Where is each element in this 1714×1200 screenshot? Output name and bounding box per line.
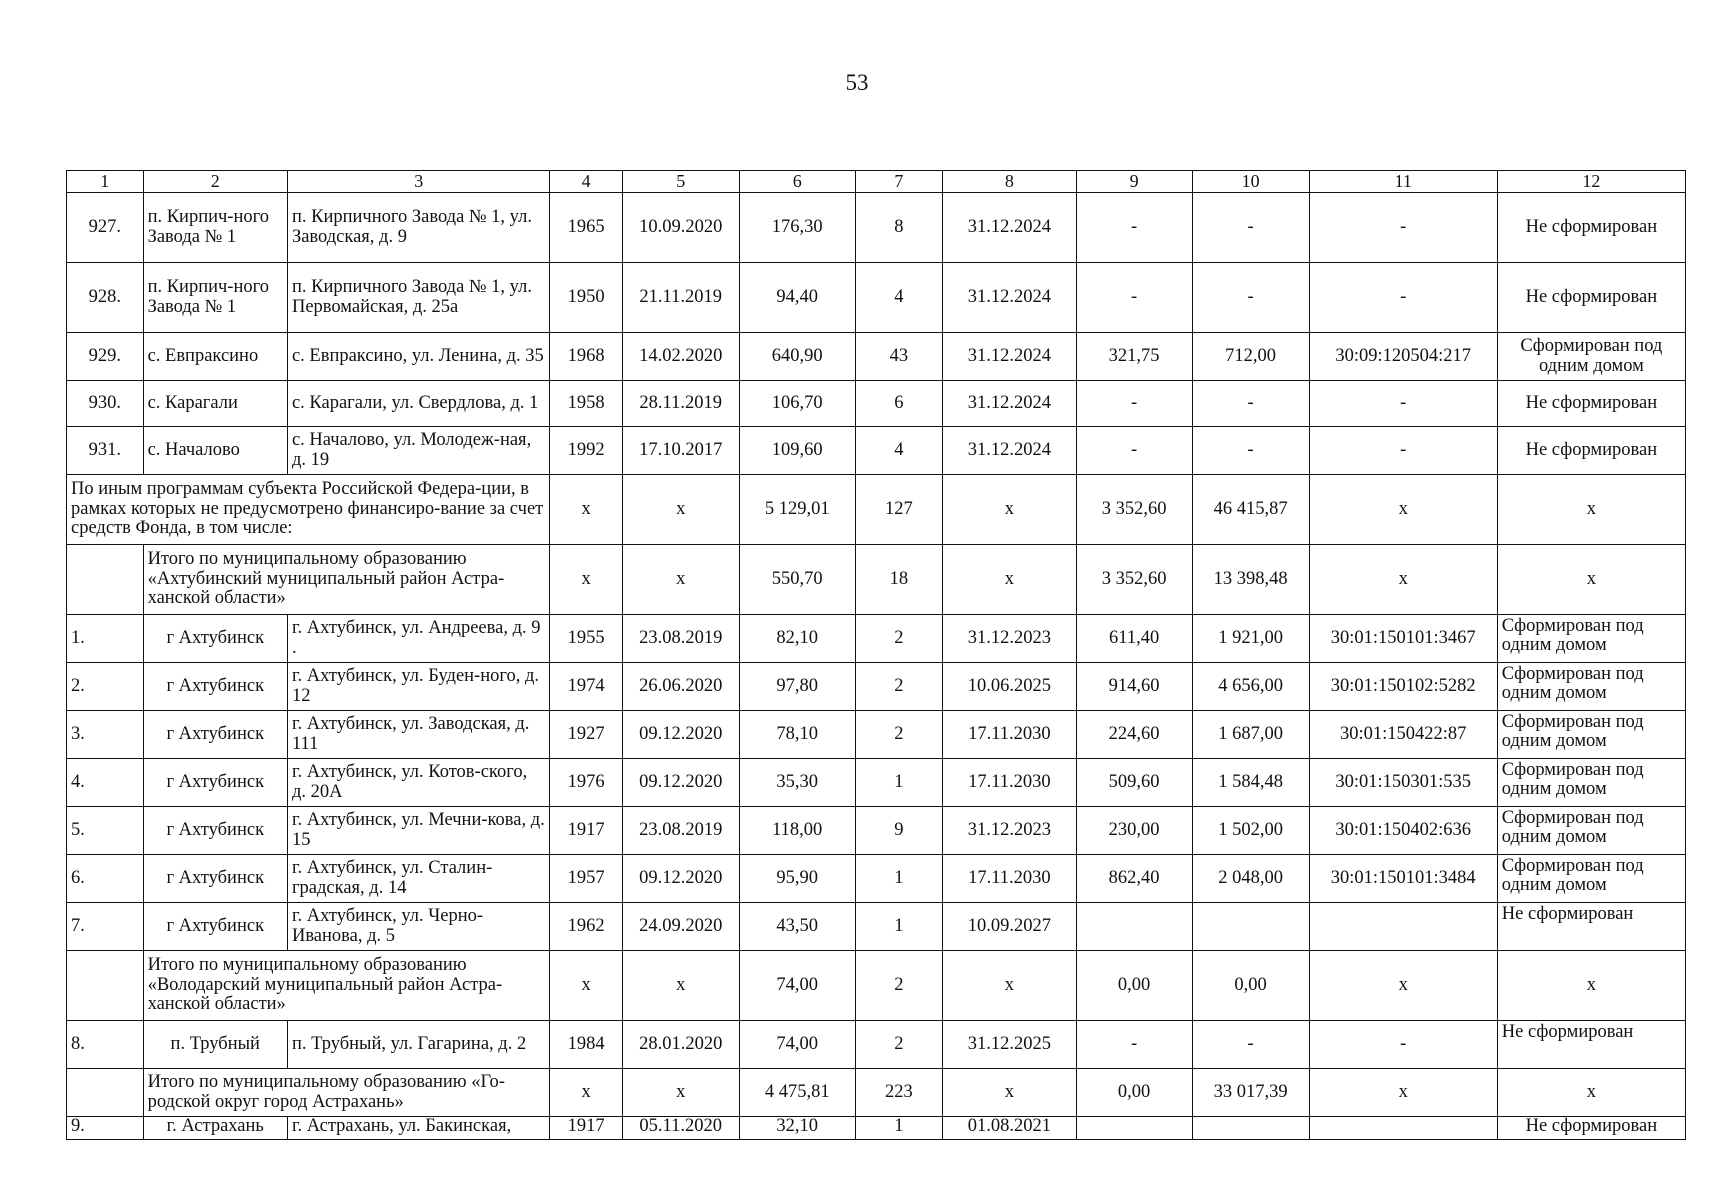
- cell-residents: 2: [855, 663, 943, 711]
- cell-year: 1968: [550, 333, 622, 381]
- subtotal-residents: 223: [855, 1069, 943, 1117]
- cell-resettlement-deadline: 31.12.2023: [943, 615, 1076, 663]
- cell-address: с. Карагали, ул. Свердлова, д. 1: [287, 381, 550, 427]
- cell-address: с. Евпраксино, ул. Ленина, д. 35: [287, 333, 550, 381]
- cell-land-plot-area: [1076, 1117, 1192, 1140]
- subtotal-year: x: [550, 951, 622, 1021]
- cell-residents: 1: [855, 759, 943, 807]
- summary-cadastral-value: 46 415,87: [1192, 475, 1309, 545]
- subtotal-resettlement-deadline: x: [943, 1069, 1076, 1117]
- cell-year: 1958: [550, 381, 622, 427]
- summary-row: [67, 545, 1686, 615]
- table-row: [67, 427, 1686, 475]
- subtotal-land-plot-area: 0,00: [1076, 951, 1192, 1021]
- cell-area: 35,30: [739, 759, 855, 807]
- summary-row: [67, 475, 1686, 545]
- subtotal-cadastral-value: 33 017,39: [1192, 1069, 1309, 1117]
- cell-date-recognized: 10.09.2020: [622, 193, 739, 263]
- cell-year: 1974: [550, 663, 622, 711]
- cell-address: с. Началово, ул. Молодеж-ная, д. 19: [287, 427, 550, 475]
- cell-year: 1976: [550, 759, 622, 807]
- cell-date-recognized: 05.11.2020: [622, 1117, 739, 1140]
- row-number: [67, 1069, 144, 1117]
- cell-date-recognized: 17.10.2017: [622, 427, 739, 475]
- cell-land-plot-area: -: [1076, 193, 1192, 263]
- subtotal-cadastral-value: 0,00: [1192, 951, 1309, 1021]
- cell-land-plot-status: Сформирован под одним домом: [1497, 855, 1685, 903]
- subtotal-residents: 18: [855, 545, 943, 615]
- cell-cadastral-number: -: [1309, 263, 1497, 333]
- cell-resettlement-deadline: 31.12.2024: [943, 193, 1076, 263]
- cell-row-number: 927.: [67, 193, 144, 263]
- cell-address: г. Ахтубинск, ул. Сталин-градская, д. 14: [287, 855, 550, 903]
- cell-land-plot-area: [1076, 903, 1192, 951]
- cell-cadastral-number: 30:01:150402:636: [1309, 807, 1497, 855]
- cell-address: г. Ахтубинск, ул. Котов-ского, д. 20А: [287, 759, 550, 807]
- subtotal-date-recognized: x: [622, 545, 739, 615]
- column-header: 9: [1076, 171, 1192, 193]
- cell-residents: 4: [855, 427, 943, 475]
- cell-area: 94,40: [739, 263, 855, 333]
- summary-cadastral-number: x: [1309, 475, 1497, 545]
- cell-date-recognized: 21.11.2019: [622, 263, 739, 333]
- cell-land-plot-status: Сформирован под одним домом: [1497, 615, 1685, 663]
- cell-resettlement-deadline: 31.12.2025: [943, 1021, 1076, 1069]
- cell-cadastral-value: 1 584,48: [1192, 759, 1309, 807]
- cell-row-number: 931.: [67, 427, 144, 475]
- table-row: [67, 333, 1686, 381]
- cell-resettlement-deadline: 31.12.2024: [943, 263, 1076, 333]
- cell-land-plot-area: 611,40: [1076, 615, 1192, 663]
- summary-row: [67, 1069, 1686, 1117]
- cell-area: 97,80: [739, 663, 855, 711]
- subtotal-land-plot-status: x: [1497, 545, 1685, 615]
- cell-date-recognized: 14.02.2020: [622, 333, 739, 381]
- column-header: 7: [855, 171, 943, 193]
- cell-land-plot-status: Не сформирован: [1497, 1021, 1685, 1069]
- subtotal-land-plot-status: x: [1497, 1069, 1685, 1117]
- cell-row-number: 1.: [67, 615, 144, 663]
- cell-settlement: с. Евпраксино: [143, 333, 287, 381]
- table-row: [67, 663, 1686, 711]
- table-row: [67, 807, 1686, 855]
- cell-resettlement-deadline: 10.09.2027: [943, 903, 1076, 951]
- cell-cadastral-number: -: [1309, 1021, 1497, 1069]
- column-header: 4: [550, 171, 622, 193]
- column-number-row: [67, 171, 1686, 193]
- subtotal-land-plot-status: x: [1497, 951, 1685, 1021]
- cell-resettlement-deadline: 31.12.2023: [943, 807, 1076, 855]
- subtotal-area: 74,00: [739, 951, 855, 1021]
- cell-date-recognized: 09.12.2020: [622, 711, 739, 759]
- cell-resettlement-deadline: 31.12.2024: [943, 427, 1076, 475]
- column-header: 11: [1309, 171, 1497, 193]
- cell-row-number: 3.: [67, 711, 144, 759]
- cell-land-plot-status: Не сформирован: [1497, 427, 1685, 475]
- cell-residents: 1: [855, 1117, 943, 1140]
- column-header: 2: [143, 171, 287, 193]
- cell-residents: 2: [855, 615, 943, 663]
- cell-cadastral-number: 30:01:150422:87: [1309, 711, 1497, 759]
- cell-residents: 43: [855, 333, 943, 381]
- cell-row-number: 930.: [67, 381, 144, 427]
- cell-land-plot-area: 230,00: [1076, 807, 1192, 855]
- cell-settlement: г Ахтубинск: [143, 615, 287, 663]
- cell-cadastral-value: -: [1192, 263, 1309, 333]
- cell-area: 43,50: [739, 903, 855, 951]
- cell-cadastral-number: 30:09:120504:217: [1309, 333, 1497, 381]
- cell-land-plot-area: 321,75: [1076, 333, 1192, 381]
- cell-resettlement-deadline: 17.11.2030: [943, 759, 1076, 807]
- cell-cadastral-value: -: [1192, 427, 1309, 475]
- cell-cadastral-value: 2 048,00: [1192, 855, 1309, 903]
- summary-year: x: [550, 475, 622, 545]
- subtotal-resettlement-deadline: x: [943, 951, 1076, 1021]
- cell-land-plot-status: Не сформирован: [1497, 381, 1685, 427]
- cell-land-plot-area: 862,40: [1076, 855, 1192, 903]
- cell-land-plot-status: Сформирован под одним домом: [1497, 333, 1685, 381]
- cell-year: 1955: [550, 615, 622, 663]
- cell-address: г. Ахтубинск, ул. Заводская, д. 111: [287, 711, 550, 759]
- summary-residents: 127: [855, 475, 943, 545]
- summary-row: [67, 951, 1686, 1021]
- cell-settlement: п. Трубный: [143, 1021, 287, 1069]
- cell-land-plot-area: -: [1076, 1021, 1192, 1069]
- cell-cadastral-value: -: [1192, 381, 1309, 427]
- cell-settlement: г Ахтубинск: [143, 663, 287, 711]
- cell-residents: 2: [855, 1021, 943, 1069]
- cell-date-recognized: 24.09.2020: [622, 903, 739, 951]
- subtotal-land-plot-area: 0,00: [1076, 1069, 1192, 1117]
- table-row: [67, 193, 1686, 263]
- summary-resettlement-deadline: x: [943, 475, 1076, 545]
- cell-cadastral-value: [1192, 1117, 1309, 1140]
- cell-year: 1927: [550, 711, 622, 759]
- cell-resettlement-deadline: 01.08.2021: [943, 1117, 1076, 1140]
- cell-resettlement-deadline: 31.12.2024: [943, 381, 1076, 427]
- column-header: 8: [943, 171, 1076, 193]
- cell-area: 176,30: [739, 193, 855, 263]
- table-row: [67, 903, 1686, 951]
- cell-row-number: 6.: [67, 855, 144, 903]
- cell-cadastral-value: 1 502,00: [1192, 807, 1309, 855]
- cell-cadastral-number: [1309, 903, 1497, 951]
- cell-land-plot-area: 509,60: [1076, 759, 1192, 807]
- cell-row-number: 7.: [67, 903, 144, 951]
- table-row: [67, 711, 1686, 759]
- cell-year: 1992: [550, 427, 622, 475]
- subtotal-cadastral-number: x: [1309, 1069, 1497, 1117]
- cell-row-number: 5.: [67, 807, 144, 855]
- cell-year: 1917: [550, 1117, 622, 1140]
- cell-residents: 1: [855, 903, 943, 951]
- cell-area: 32,10: [739, 1117, 855, 1140]
- summary-date-recognized: x: [622, 475, 739, 545]
- subtotal-cadastral-value: 13 398,48: [1192, 545, 1309, 615]
- column-header: 3: [287, 171, 550, 193]
- cell-settlement: с. Карагали: [143, 381, 287, 427]
- cell-year: 1984: [550, 1021, 622, 1069]
- subtotal-residents: 2: [855, 951, 943, 1021]
- table-row: [67, 759, 1686, 807]
- cell-cadastral-value: 1 687,00: [1192, 711, 1309, 759]
- cell-address: п. Кирпичного Завода № 1, ул. Заводская, д. 9: [287, 193, 550, 263]
- cell-area: 95,90: [739, 855, 855, 903]
- cell-area: 74,00: [739, 1021, 855, 1069]
- subtotal-cadastral-number: x: [1309, 545, 1497, 615]
- column-header: 1: [67, 171, 144, 193]
- cell-settlement: г Ахтубинск: [143, 759, 287, 807]
- cell-date-recognized: 09.12.2020: [622, 855, 739, 903]
- cell-resettlement-deadline: 17.11.2030: [943, 855, 1076, 903]
- cell-cadastral-number: 30:01:150102:5282: [1309, 663, 1497, 711]
- subtotal-land-plot-area: 3 352,60: [1076, 545, 1192, 615]
- subtotal-year: x: [550, 1069, 622, 1117]
- cell-cadastral-number: -: [1309, 381, 1497, 427]
- cell-settlement: п. Кирпич-ного Завода № 1: [143, 193, 287, 263]
- summary-land-plot-status: x: [1497, 475, 1685, 545]
- table-row: [67, 1021, 1686, 1069]
- cell-residents: 4: [855, 263, 943, 333]
- cell-land-plot-status: Не сформирован: [1497, 263, 1685, 333]
- cell-year: 1917: [550, 807, 622, 855]
- cell-area: 106,70: [739, 381, 855, 427]
- cell-row-number: 2.: [67, 663, 144, 711]
- subtotal-date-recognized: x: [622, 1069, 739, 1117]
- cell-settlement: г Ахтубинск: [143, 903, 287, 951]
- cell-year: 1962: [550, 903, 622, 951]
- cell-address: г. Ахтубинск, ул. Буден-ного, д. 12: [287, 663, 550, 711]
- cell-resettlement-deadline: 10.06.2025: [943, 663, 1076, 711]
- summary-label: По иным программам субъекта Российской Федера-ции, в рамках которых не предусмотрено финансиро-вание за счет средств Фонда, в том числе:: [67, 475, 550, 545]
- cell-address: г. Ахтубинск, ул. Мечни-кова, д. 15: [287, 807, 550, 855]
- cell-land-plot-status: Сформирован под одним домом: [1497, 807, 1685, 855]
- housing-table: [66, 170, 1686, 1140]
- cell-land-plot-area: 914,60: [1076, 663, 1192, 711]
- cell-date-recognized: 26.06.2020: [622, 663, 739, 711]
- cell-address: г. Ахтубинск, ул. Черно-Иванова, д. 5: [287, 903, 550, 951]
- cell-date-recognized: 28.01.2020: [622, 1021, 739, 1069]
- cell-cadastral-value: 712,00: [1192, 333, 1309, 381]
- cell-date-recognized: 23.08.2019: [622, 615, 739, 663]
- table-row: [67, 855, 1686, 903]
- column-header: 5: [622, 171, 739, 193]
- subtotal-area: 4 475,81: [739, 1069, 855, 1117]
- cell-settlement: п. Кирпич-ного Завода № 1: [143, 263, 287, 333]
- cell-date-recognized: 28.11.2019: [622, 381, 739, 427]
- cell-residents: 2: [855, 711, 943, 759]
- cell-row-number: 9.: [67, 1117, 144, 1140]
- cell-land-plot-area: -: [1076, 381, 1192, 427]
- cell-year: 1957: [550, 855, 622, 903]
- cell-area: 78,10: [739, 711, 855, 759]
- cell-year: 1965: [550, 193, 622, 263]
- cell-address: п. Кирпичного Завода № 1, ул. Первомайская, д. 25а: [287, 263, 550, 333]
- cell-cadastral-number: [1309, 1117, 1497, 1140]
- cell-cadastral-value: [1192, 903, 1309, 951]
- cell-land-plot-status: Сформирован под одним домом: [1497, 759, 1685, 807]
- cell-area: 640,90: [739, 333, 855, 381]
- cell-land-plot-status: Не сформирован: [1497, 903, 1685, 951]
- subtotal-resettlement-deadline: x: [943, 545, 1076, 615]
- table-row: [67, 615, 1686, 663]
- cell-residents: 6: [855, 381, 943, 427]
- cell-year: 1950: [550, 263, 622, 333]
- cell-land-plot-status: Не сформирован: [1497, 1117, 1685, 1140]
- cell-cadastral-value: -: [1192, 1021, 1309, 1069]
- cell-settlement: г Ахтубинск: [143, 807, 287, 855]
- cell-date-recognized: 09.12.2020: [622, 759, 739, 807]
- cell-date-recognized: 23.08.2019: [622, 807, 739, 855]
- table-row: [67, 263, 1686, 333]
- column-header: 6: [739, 171, 855, 193]
- table-row: [67, 381, 1686, 427]
- cell-area: 118,00: [739, 807, 855, 855]
- cell-settlement: г Ахтубинск: [143, 711, 287, 759]
- cell-cadastral-value: -: [1192, 193, 1309, 263]
- cell-area: 82,10: [739, 615, 855, 663]
- cell-land-plot-area: 224,60: [1076, 711, 1192, 759]
- cell-settlement: г Ахтубинск: [143, 855, 287, 903]
- subtotal-area: 550,70: [739, 545, 855, 615]
- cell-cadastral-number: -: [1309, 193, 1497, 263]
- subtotal-label: Итого по муниципальному образованию «Володарский муниципальный район Астра-ханской области»: [143, 951, 550, 1021]
- cell-address: г. Астрахань, ул. Бакинская,: [287, 1117, 550, 1140]
- column-header: 10: [1192, 171, 1309, 193]
- cell-row-number: 929.: [67, 333, 144, 381]
- subtotal-date-recognized: x: [622, 951, 739, 1021]
- subtotal-cadastral-number: x: [1309, 951, 1497, 1021]
- cell-land-plot-area: -: [1076, 263, 1192, 333]
- page-number: 53: [845, 70, 869, 95]
- cell-land-plot-area: -: [1076, 427, 1192, 475]
- cell-residents: 9: [855, 807, 943, 855]
- subtotal-label: Итого по муниципальному образованию «Го-родской округ город Астрахань»: [143, 1069, 550, 1117]
- cell-cadastral-number: -: [1309, 427, 1497, 475]
- cell-cadastral-number: 30:01:150101:3467: [1309, 615, 1497, 663]
- cell-cadastral-number: 30:01:150101:3484: [1309, 855, 1497, 903]
- row-number: [67, 951, 144, 1021]
- cell-row-number: 4.: [67, 759, 144, 807]
- cell-resettlement-deadline: 31.12.2024: [943, 333, 1076, 381]
- cell-resettlement-deadline: 17.11.2030: [943, 711, 1076, 759]
- cell-settlement: г. Астрахань: [143, 1117, 287, 1140]
- cell-cadastral-number: 30:01:150301:535: [1309, 759, 1497, 807]
- cell-cadastral-value: 1 921,00: [1192, 615, 1309, 663]
- row-number: [67, 545, 144, 615]
- cell-address: п. Трубный, ул. Гагарина, д. 2: [287, 1021, 550, 1069]
- subtotal-label: Итого по муниципальному образованию «Ахтубинский муниципальный район Астра-ханской области»: [143, 545, 550, 615]
- cell-residents: 1: [855, 855, 943, 903]
- column-header: 12: [1497, 171, 1685, 193]
- cell-residents: 8: [855, 193, 943, 263]
- cell-settlement: с. Началово: [143, 427, 287, 475]
- cell-cadastral-value: 4 656,00: [1192, 663, 1309, 711]
- cell-address: г. Ахтубинск, ул. Андреева, д. 9 .: [287, 615, 550, 663]
- housing-table-wrapper: [66, 170, 1686, 1140]
- cell-land-plot-status: Сформирован под одним домом: [1497, 663, 1685, 711]
- cell-area: 109,60: [739, 427, 855, 475]
- cell-land-plot-status: Сформирован под одним домом: [1497, 711, 1685, 759]
- cell-row-number: 928.: [67, 263, 144, 333]
- cell-row-number: 8.: [67, 1021, 144, 1069]
- cell-land-plot-status: Не сформирован: [1497, 193, 1685, 263]
- summary-land-plot-area: 3 352,60: [1076, 475, 1192, 545]
- subtotal-year: x: [550, 545, 622, 615]
- summary-area: 5 129,01: [739, 475, 855, 545]
- table-row: [67, 1117, 1686, 1140]
